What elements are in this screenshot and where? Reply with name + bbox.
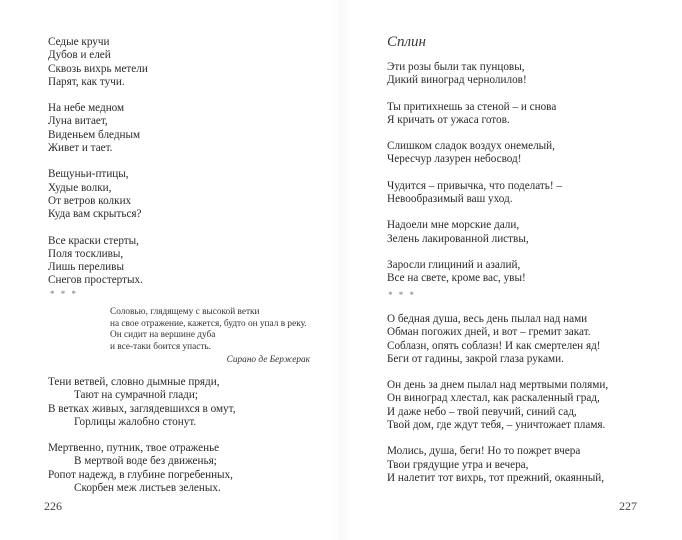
verse-line: Тени ветвей, словно дымные пряди,: [48, 376, 220, 388]
verse-line: Мертвенно, путник, твое отраженье: [48, 442, 220, 455]
stanza: [387, 140, 562, 167]
verse-line: Невообразимый ваш уход.: [387, 193, 513, 206]
verse-line: О бедная душа, весь день пылал над нами: [387, 313, 588, 325]
verse-line: Лишь переливы: [48, 261, 124, 274]
verse-line: Дикий виноград чернолилов!: [387, 74, 527, 87]
verse-line: Чересчур лазурен небосвод!: [387, 153, 522, 166]
verse-line: Соблазн, опять соблазн! И как смертелен яд!: [387, 339, 601, 352]
verse-line: Горлицы жалобно стонут.: [74, 415, 197, 428]
verse-line: И даже небо – твой певучий, синий сад,: [387, 405, 577, 418]
poem-spleen: [387, 61, 562, 286]
epigraph-line: и все-таки боится упасть.: [110, 341, 211, 352]
poem-reflection: [48, 376, 236, 495]
verse-line: Дубов и елей: [48, 49, 111, 62]
verse-line: В мертвой воде без движенья;: [74, 455, 217, 468]
poem-winter: [48, 36, 148, 288]
verse-line: Снегов простертых.: [48, 274, 143, 287]
verse-line: Надоели мне морские дали,: [387, 219, 520, 232]
stanza: [387, 445, 608, 485]
epigraph-line: Соловью, глядящему с высокой ветки: [110, 307, 260, 317]
poem-poor-soul: [387, 313, 608, 485]
stanza: [387, 180, 562, 207]
verse-line: Худые волки,: [48, 181, 112, 194]
verse-line: Ты притихнешь за стеной – и снова: [387, 100, 557, 113]
verse-line: Тают на сумрачной глади;: [74, 389, 198, 402]
epigraph-line: Он сидит на вершине дуба: [110, 330, 216, 341]
verse-line: Вещуньи-птицы,: [48, 168, 129, 181]
verse-line: Куда вам скрыться?: [48, 208, 142, 221]
verse-line: Виденьем бледным: [48, 128, 141, 141]
verse-line: Все на свете, кроме вас, увы!: [387, 272, 526, 285]
page-number: 226: [44, 499, 62, 513]
verse-line: Луна витает,: [48, 115, 108, 128]
verse-line: На небе медном: [48, 102, 125, 115]
page-number: 227: [619, 499, 637, 513]
verse-line: Твой дом, где ждут тебя, – уничтожает пламя.: [387, 419, 606, 432]
stanza: [387, 61, 562, 88]
verse-line: Обман погожих дней, и вот – гремит закат.: [387, 326, 591, 339]
section-separator: * * *: [50, 289, 78, 299]
verse-line: Слишком сладок воздух онемелый,: [387, 140, 555, 153]
verse-line: Скорбен меж листьев зеленых.: [74, 482, 221, 495]
section-separator: * * *: [388, 290, 416, 300]
stanza: [387, 219, 562, 246]
verse-line: От ветров колких: [48, 194, 132, 207]
epigraph-line: на свое отражение, кажется, будто он упал в реку.: [110, 318, 307, 329]
verse-line: Ропот надежд, в глубине погребенных,: [48, 468, 233, 481]
verse-line: Молись, душа, беги! Но то пожрет вчера: [387, 445, 581, 458]
verse-line: Он день за днем пылал над мертвыми полями,: [387, 379, 609, 392]
stanza: [48, 36, 148, 89]
verse-line: Эти розы были так пунцовы,: [387, 61, 525, 73]
verse-line: Беги от гадины, закрой глаза руками.: [387, 352, 564, 365]
stanza: [48, 102, 148, 155]
stanza: [48, 442, 236, 495]
verse-line: Он виноград хлестал, как раскаленный град,: [387, 392, 600, 405]
verse-line: Зелень лакированной листвы,: [387, 232, 529, 245]
verse-line: Живет и тает.: [48, 142, 113, 155]
verse-line: И налетит тот вихрь, тот прежний, окаянный,: [387, 471, 605, 484]
verse-line: В ветках живых, заглядевшихся в омут,: [48, 402, 236, 415]
stanza: [48, 376, 236, 429]
stanza: [387, 379, 608, 432]
verse-line: Твои грядущие утра и вечера,: [387, 458, 529, 471]
stanza: [48, 235, 148, 288]
poem-title: Сплин: [387, 34, 426, 50]
verse-line: Чудится – привычка, что поделать! –: [387, 179, 563, 192]
right-page: [341, 0, 682, 540]
epigraph: [110, 307, 310, 367]
epigraph-author: Сирано де Бержерак: [226, 355, 310, 366]
verse-line: Парят, как тучи.: [48, 75, 125, 88]
verse-line: Сквозь вихрь метели: [48, 62, 148, 75]
verse-line: Поля тоскливы,: [48, 247, 124, 260]
verse-line: Я кричать от ужаса готов.: [387, 113, 510, 126]
verse-line: Все краски стерты,: [48, 234, 139, 247]
stanza: [387, 259, 562, 286]
verse-line: Седые кручи: [48, 36, 110, 48]
stanza: [387, 313, 608, 366]
stanza: [48, 168, 148, 221]
stanza: [387, 101, 562, 128]
verse-line: Заросли глициний и азалий,: [387, 258, 521, 271]
